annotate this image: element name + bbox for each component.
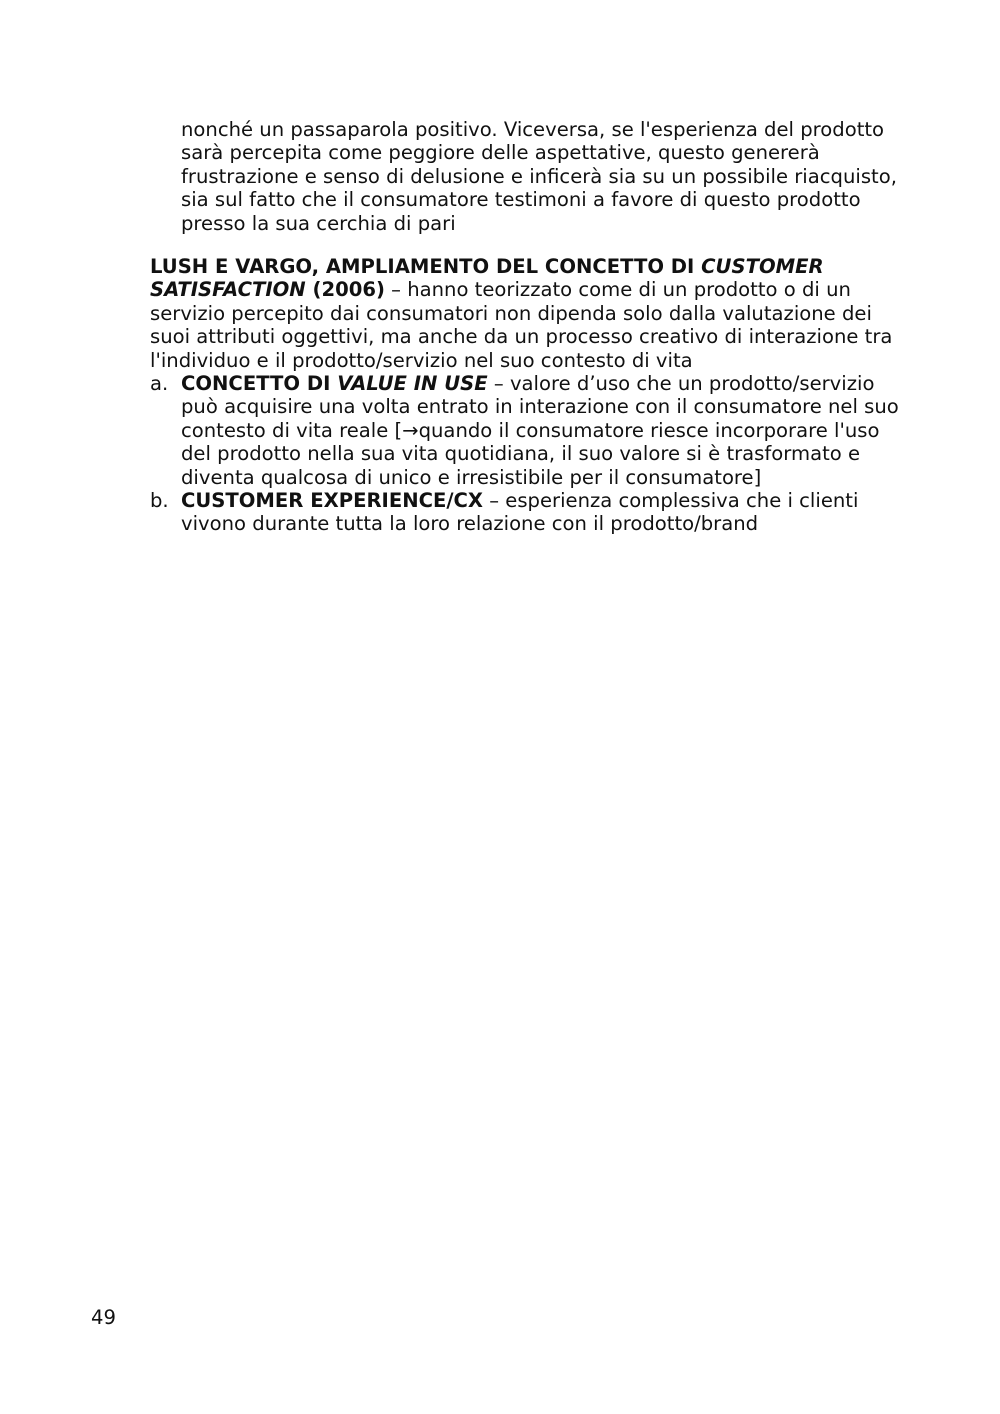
arrow-icon: → (402, 418, 419, 442)
list-item-text: – esperienza complessiva che i clienti vivono durante tutta la loro relazione con il prodotto/brand (181, 489, 859, 536)
list-item-term-italic: VALUE IN USE (337, 372, 488, 396)
section-heading-italic-term: CUSTOMER SATISFACTION (150, 255, 824, 302)
list-item-customer-experience (150, 489, 910, 536)
list-item-term: CUSTOMER EXPERIENCE/CX (181, 489, 484, 513)
section-paragraph (150, 255, 910, 372)
list-item-value-in-use (150, 372, 910, 489)
section-body-text: – hanno teorizzato come di un prodotto o di un servizio percepito dai consumatori non dipenda solo dalla valutazione dei suoi attributi oggettivi, ma anche da un processo creativo di interazione tra l'individuo e il prodotto/servizio nel suo contesto di vita (150, 278, 893, 372)
definition-list (150, 372, 910, 536)
section-heading: LUSH E VARGO, AMPLIAMENTO DEL CONCETTO DI (150, 255, 702, 278)
continuation-paragraph (181, 118, 921, 235)
list-marker: a. (150, 372, 169, 396)
continuation-text: nonché un passaparola positivo. Viceversa, se l'esperienza del prodotto sarà percepita come peggiore delle aspettative, questo genererà frustrazione e senso di delusione e inficerà sia su un possibile riacquisto, sia sul fatto che il consumatore testimoni a favore di questo prodotto presso la sua cerchia di pari (181, 118, 897, 235)
list-item-text-continued: quando il consumatore riesce incorporare l'uso del prodotto nella sua vita quotidiana, il suo valore si è trasformato e diventa qualcosa di unico e irresistibile per il consumatore] (181, 418, 880, 489)
section-heading-year: (2006) (305, 278, 385, 302)
section-lush-vargo (150, 255, 910, 536)
page-number: 49 (91, 1306, 116, 1329)
list-item-term: CONCETTO DI (181, 372, 338, 396)
list-item-text: – valore d’uso che un prodotto/servizio può acquisire una volta entrato in interazione con il consumatore nel suo contesto di vita reale [ (181, 372, 899, 442)
list-marker: b. (150, 489, 169, 513)
